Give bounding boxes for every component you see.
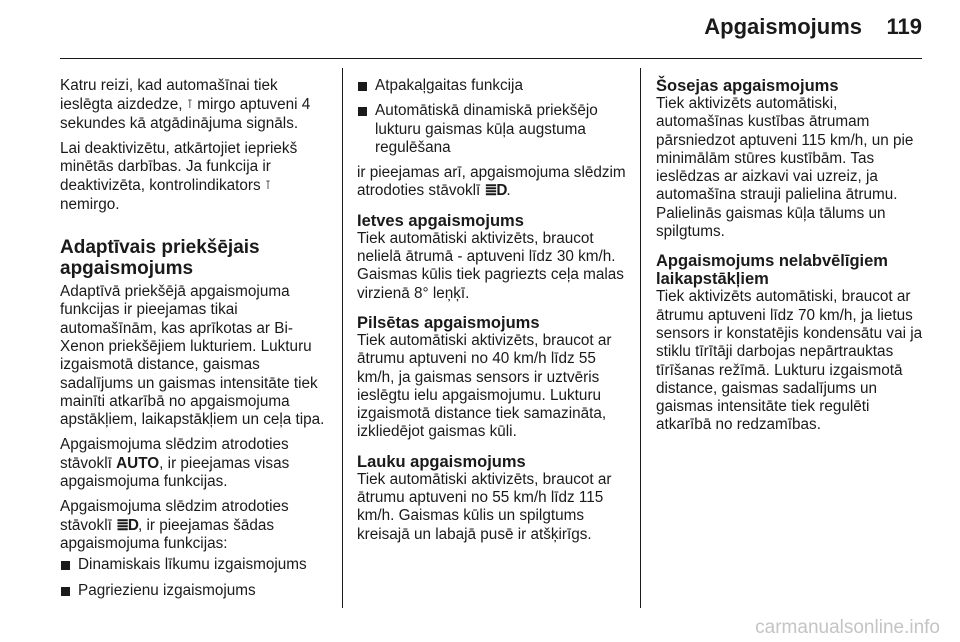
bullet-list <box>60 556 328 600</box>
paragraph: Apgaismojuma slēdzim atrodoties stāvoklī ≣D, ir pieejamas šādas apgaismojuma funkcijas: <box>60 498 289 552</box>
column-divider <box>342 68 343 608</box>
low-beam-icon: ≣D <box>116 516 138 534</box>
section-heading: Ietves apgaismojums <box>357 211 524 230</box>
paragraph: Tiek automātiski aktivizēts, braucot ar ātrumu aptuveni no 40 km/h līdz 55 km/h, ja gaismas sensors ir uztvēris ieslēgtu ielu apgaismojumu. Lukturu izgaismotā distance tiek samazināta, izkliedējot gaismas kūli. <box>357 331 612 441</box>
light-indicator-icon: ⊺ <box>264 178 272 193</box>
page-number: 119 <box>886 14 922 39</box>
list-item: Automātiskā dinamiskā priekšējo lukturu gaismas kūļa augstuma regulēšana <box>357 102 627 157</box>
section-heading: Apgaismojums nelabvēlīgiem laikapstākļiem <box>656 252 888 289</box>
section-heading: Pilsētas apgaismojums <box>357 313 540 332</box>
paragraph: Tiek aktivizēts automātiski, automašīnas kustības ātrumam pārsniedzot aptuveni 115 km/h, un pie minimālām stūres kustībām. Tas ieslēdzas ar aizkavi vai uzreiz, ja automašīna strauji palielina ātrumu. Palielinās gaismas kūļa tālums un spilgtums. <box>656 95 914 241</box>
low-beam-icon: ≣D <box>484 182 507 200</box>
watermark: carmanualsonline.info <box>755 617 940 638</box>
column-3 <box>656 77 924 442</box>
bullet-icon <box>358 107 367 116</box>
page-title: Apgaismojums <box>704 14 862 39</box>
section-heading: Šosejas apgaismojums <box>656 77 839 95</box>
paragraph: Apgaismojuma slēdzim atrodoties stāvoklī AUTO, ir pieejamas visas apgaismojuma funkcijas. <box>60 436 290 491</box>
paragraph: Lai deaktivizētu, atkārtojiet iepriekš minētās darbības. Ja funkcija ir deaktivizēta, kontrolindikators ⊺ nemirgo. <box>60 139 298 213</box>
paragraph: ir pieejamas arī, apgaismojuma slēdzim atrodoties stāvoklī ≣D. <box>357 164 626 200</box>
list-item: Dinamiskais līkumu izgaismojums <box>60 556 328 574</box>
section-heading: Lauku apgaismojums <box>357 452 526 471</box>
paragraph: Tiek automātiski aktivizēts, braucot nelielā ātrumā - aptuveni līdz 30 km/h. Gaismas kūlis tiek pagriezts ceļa malas virzienā 8° leņķī. <box>357 229 624 302</box>
paragraph: Adaptīvā priekšējā apgaismojuma funkcijas ir pieejamas tikai automašīnām, kas aprīkotas ar Bi-Xenon priekšējiem lukturiem. Lukturu izgaismotā distance, gaismas sadalījums un gaismas intensitāte tiek mainīti atkarībā no apgaismojuma apstākļiem, laikapstākļiem un ceļa tipa. <box>60 283 325 429</box>
list-item: Pagriezienu izgaismojums <box>60 582 328 600</box>
column-divider <box>640 68 641 608</box>
paragraph: Tiek automātiski aktivizēts, braucot ar ātrumu aptuveni no 55 km/h līdz 115 km/h. Gaismas kūlis un spilgtums kreisajā un labajā pusē ir atšķirīgs. <box>357 470 612 543</box>
switch-position-auto: AUTO <box>116 454 160 472</box>
column-2 <box>357 77 627 551</box>
bullet-icon <box>358 82 367 91</box>
page-header <box>60 14 922 59</box>
column-1 <box>60 77 328 607</box>
section-heading: Adaptīvais priekšējais apgaismojums <box>60 237 260 280</box>
bullet-list <box>357 77 627 157</box>
paragraph: Tiek aktivizēts automātiski, braucot ar ātrumu aptuveni līdz 70 km/h, ja lietus sensors ir konstatējis kondensātu vai ja stiklu tīrītāji darbojas nepārtrauktas tīrīšanas režīmā. Lukturu izgaismotā distance, gaismas sadalījums un gaismas intensitāte tiek regulēti atkarībā no redzamības. <box>656 288 923 434</box>
light-indicator-icon: ⊺ <box>186 97 193 112</box>
bullet-icon <box>61 587 70 596</box>
list-item: Atpakaļgaitas funkcija <box>357 77 627 95</box>
bullet-icon <box>61 561 70 570</box>
paragraph: Katru reizi, kad automašīnai tiek ieslēgta aizdedze, ⊺ mirgo aptuveni 4 sekundes kā atgādinājuma signāls. <box>60 77 311 132</box>
